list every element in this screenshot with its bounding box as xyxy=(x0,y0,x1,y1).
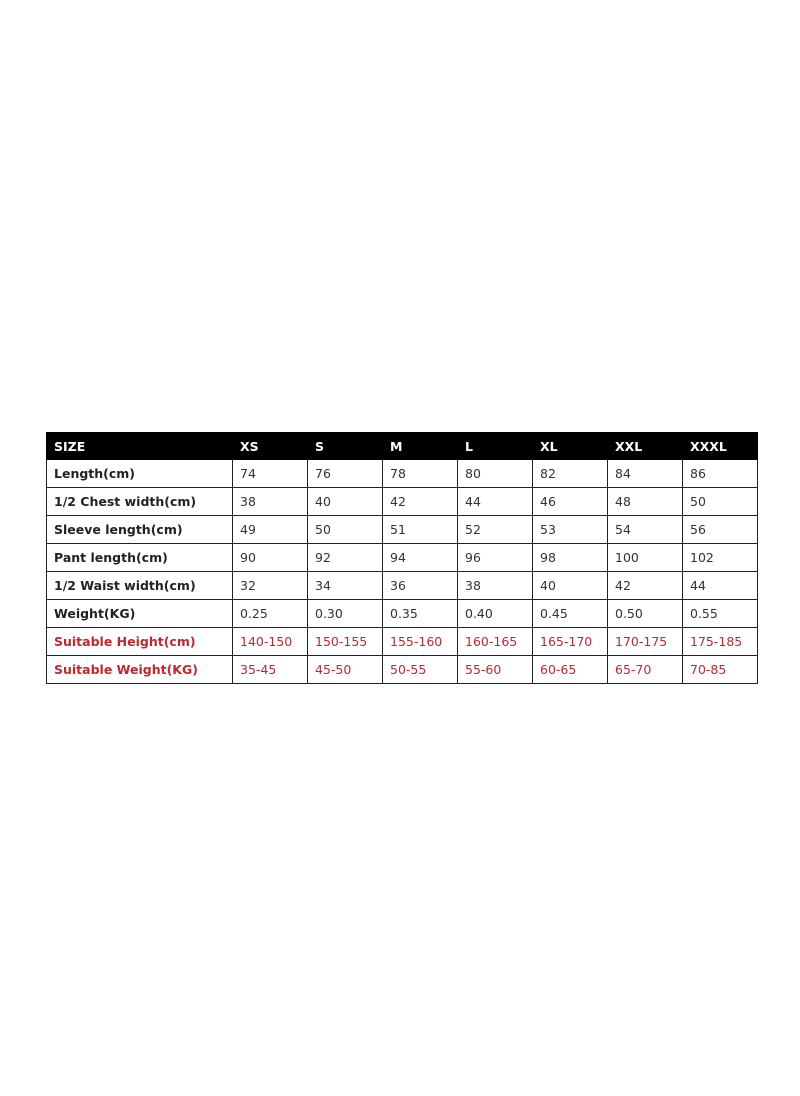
table-cell: 160-165 xyxy=(458,628,533,656)
header-cell-s: S xyxy=(308,433,383,460)
table-cell: 46 xyxy=(533,488,608,516)
table-cell: 0.45 xyxy=(533,600,608,628)
table-cell: 38 xyxy=(233,488,308,516)
table-cell: 0.55 xyxy=(683,600,758,628)
table-cell: 36 xyxy=(383,572,458,600)
table-cell: 65-70 xyxy=(608,656,683,684)
table-cell: 40 xyxy=(533,572,608,600)
table-cell: 0.35 xyxy=(383,600,458,628)
table-cell: 42 xyxy=(608,572,683,600)
table-row xyxy=(47,460,758,488)
table-row xyxy=(47,572,758,600)
row-label: Suitable Height(cm) xyxy=(47,628,233,656)
table-cell: 45-50 xyxy=(308,656,383,684)
table-cell: 44 xyxy=(683,572,758,600)
table-cell: 38 xyxy=(458,572,533,600)
table-cell: 44 xyxy=(458,488,533,516)
table-cell: 50 xyxy=(308,516,383,544)
table-cell: 50 xyxy=(683,488,758,516)
table-cell: 170-175 xyxy=(608,628,683,656)
table-cell: 51 xyxy=(383,516,458,544)
table-cell: 155-160 xyxy=(383,628,458,656)
table-row xyxy=(47,600,758,628)
header-cell-xxl: XXL xyxy=(608,433,683,460)
row-label: 1/2 Waist width(cm) xyxy=(47,572,233,600)
table-row xyxy=(47,544,758,572)
table-cell: 74 xyxy=(233,460,308,488)
table-cell: 70-85 xyxy=(683,656,758,684)
table-cell: 0.25 xyxy=(233,600,308,628)
table-cell: 96 xyxy=(458,544,533,572)
table-cell: 92 xyxy=(308,544,383,572)
table-cell: 76 xyxy=(308,460,383,488)
table-header-row xyxy=(47,433,758,460)
header-cell-size: SIZE xyxy=(47,433,233,460)
table-cell: 56 xyxy=(683,516,758,544)
row-label: Weight(KG) xyxy=(47,600,233,628)
table-body xyxy=(47,460,758,684)
size-chart-table xyxy=(46,432,758,684)
table-cell: 52 xyxy=(458,516,533,544)
table-cell: 102 xyxy=(683,544,758,572)
row-label: Length(cm) xyxy=(47,460,233,488)
table-cell: 32 xyxy=(233,572,308,600)
table-row xyxy=(47,488,758,516)
table-cell: 94 xyxy=(383,544,458,572)
table-cell: 82 xyxy=(533,460,608,488)
table-cell: 80 xyxy=(458,460,533,488)
table-cell: 42 xyxy=(383,488,458,516)
table-cell: 0.30 xyxy=(308,600,383,628)
table-cell: 35-45 xyxy=(233,656,308,684)
table-row xyxy=(47,516,758,544)
table-cell: 98 xyxy=(533,544,608,572)
table-cell: 34 xyxy=(308,572,383,600)
table-cell: 90 xyxy=(233,544,308,572)
table-cell: 40 xyxy=(308,488,383,516)
table-row xyxy=(47,656,758,684)
table-cell: 175-185 xyxy=(683,628,758,656)
table-cell: 0.50 xyxy=(608,600,683,628)
header-cell-m: M xyxy=(383,433,458,460)
table-cell: 150-155 xyxy=(308,628,383,656)
header-cell-xs: XS xyxy=(233,433,308,460)
table-cell: 54 xyxy=(608,516,683,544)
table-cell: 165-170 xyxy=(533,628,608,656)
table-cell: 0.40 xyxy=(458,600,533,628)
row-label: Suitable Weight(KG) xyxy=(47,656,233,684)
row-label: 1/2 Chest width(cm) xyxy=(47,488,233,516)
table-cell: 53 xyxy=(533,516,608,544)
table-cell: 140-150 xyxy=(233,628,308,656)
table-cell: 84 xyxy=(608,460,683,488)
table-cell: 100 xyxy=(608,544,683,572)
header-cell-l: L xyxy=(458,433,533,460)
header-cell-xxxl: XXXL xyxy=(683,433,758,460)
row-label: Pant length(cm) xyxy=(47,544,233,572)
table-cell: 78 xyxy=(383,460,458,488)
table-cell: 49 xyxy=(233,516,308,544)
header-cell-xl: XL xyxy=(533,433,608,460)
table-cell: 60-65 xyxy=(533,656,608,684)
table-cell: 48 xyxy=(608,488,683,516)
table-cell: 55-60 xyxy=(458,656,533,684)
row-label: Sleeve length(cm) xyxy=(47,516,233,544)
table-cell: 86 xyxy=(683,460,758,488)
table-row xyxy=(47,628,758,656)
table-cell: 50-55 xyxy=(383,656,458,684)
